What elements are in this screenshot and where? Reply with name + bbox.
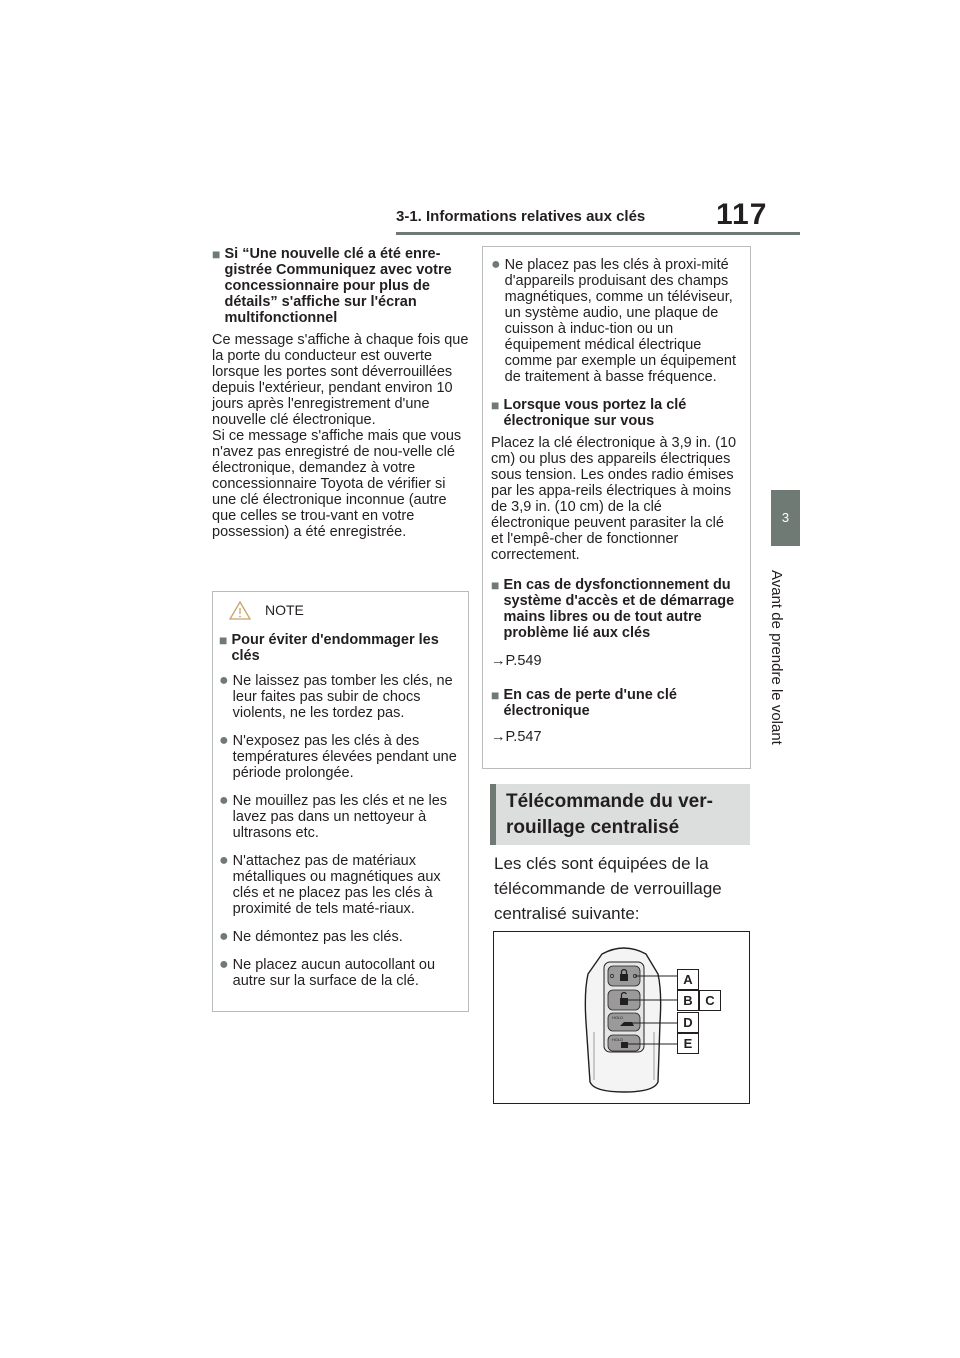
paragraph: Si ce message s'affiche mais que vous n'avez pas enregistré de nou-velle clé électronique, demandez à votre concessionnaire Toyota de vérifier si une clé électronique inconnue (autre que celles se trou-vant en votre possession) a été enregistrée. xyxy=(212,428,462,540)
bullet-icon: ● xyxy=(219,852,229,869)
list-item xyxy=(491,257,740,385)
subheading-text: En cas de perte d'une clé électronique xyxy=(503,687,677,719)
subheading-text: Lorsque vous portez la clé électronique sur vous xyxy=(503,397,687,429)
section-header: 3-1. Informations relatives aux clés xyxy=(396,208,646,225)
square-bullet-icon: ■ xyxy=(491,577,500,593)
section-intro: Les clés sont équipées de la télécommande de verrouillage centralisé suivante: xyxy=(494,854,722,923)
page-number: 117 xyxy=(716,198,768,231)
callout-label-b: B xyxy=(677,990,699,1011)
message-heading-text: Si “Une nouvelle clé a été enre-gistrée Communiquez avec votre concessionnaire pour plus de détails” s'affiche sur l'écran multifonctionnel xyxy=(224,246,452,326)
list-item-text: Ne placez pas les clés à proxi-mité d'appareils produisant des champs magnétiques, comme un téléviseur, un système audio, une plaque de cuisson à induc-tion ou un équipement médical électrique comme par exemple un équipement de traitement à basse fréquence. xyxy=(504,257,736,385)
header-divider xyxy=(396,232,800,235)
note-box xyxy=(212,591,469,1012)
subheading xyxy=(491,687,740,719)
list-item xyxy=(219,853,460,917)
message-heading xyxy=(212,246,470,326)
left-column xyxy=(212,246,470,550)
note-label: NOTE xyxy=(265,602,304,618)
list-item xyxy=(219,733,460,781)
list-item xyxy=(219,793,460,841)
chapter-tab: 3 xyxy=(771,490,800,546)
bullet-icon: ● xyxy=(219,928,229,945)
list-item-text: Ne laissez pas tomber les clés, ne leur faites pas subir de chocs violents, ne les tordez pas. xyxy=(232,673,453,721)
list-item-text: N'exposez pas les clés à des températures élevées pendant une période prolongée. xyxy=(232,733,457,781)
smart-key-drawing xyxy=(494,932,751,1105)
paragraph: Placez la clé électronique à 3,9 in. (10 cm) ou plus des appareils électriques sous tension. Les ondes radio émises par les appa-reils électriques à moins de 3,9 in. (10 cm) de la clé électronique peuvent parasiter la clé et l'empê-cher de fonctionner correctement. xyxy=(491,435,737,563)
subheading xyxy=(491,397,740,429)
callout-label-d: D xyxy=(677,1012,699,1033)
remote-key-figure xyxy=(493,931,750,1104)
warning-icon xyxy=(229,600,251,620)
chapter-title: Avant de prendre le volant xyxy=(768,570,785,745)
bullet-icon: ● xyxy=(491,256,501,273)
list-item xyxy=(219,929,460,945)
page-reference[interactable]: →P.547 xyxy=(491,729,542,745)
list-item-text: Ne placez aucun autocollant ou autre sur la surface de la clé. xyxy=(232,957,436,989)
list-item-text: Ne mouillez pas les clés et ne les lavez pas dans un nettoyeur à ultrasons etc. xyxy=(232,793,448,841)
note-heading-text: Pour éviter d'endommager les clés xyxy=(231,632,439,664)
square-bullet-icon: ■ xyxy=(491,687,500,703)
note-heading xyxy=(219,632,460,664)
subheading xyxy=(491,577,740,641)
list-item-text: N'attachez pas de matériaux métalliques ou magnétiques aux clés et ne placez pas les clés à proximité de tels maté-riaux. xyxy=(232,853,441,917)
list-item xyxy=(219,673,460,721)
subheading-text: En cas de dysfonctionnement du système d'accès et de démarrage mains libres ou de tout autre problème lié aux clés xyxy=(503,577,735,641)
callout-label-c: C xyxy=(699,990,721,1011)
bullet-icon: ● xyxy=(219,672,229,689)
bullet-icon: ● xyxy=(219,792,229,809)
page-reference[interactable]: →P.549 xyxy=(491,653,542,669)
list-item-text: Ne démontez pas les clés. xyxy=(232,929,403,945)
square-bullet-icon: ■ xyxy=(219,632,228,648)
list-item xyxy=(219,957,460,989)
section-title: Télécommande du ver-rouillage centralisé xyxy=(490,784,750,845)
button-hold-text: HOLD xyxy=(612,1015,624,1020)
callout-label-a: A xyxy=(677,969,699,990)
square-bullet-icon: ■ xyxy=(212,246,221,262)
bullet-icon: ● xyxy=(219,956,229,973)
square-bullet-icon: ■ xyxy=(491,397,500,413)
paragraph: Ce message s'affiche à chaque fois que la porte du conducteur est ouverte lorsque les portes sont déverrouillées depuis l'extérieur, pendant environ 10 jours après l'enregistrement d'une nouvelle clé électronique. xyxy=(212,332,469,428)
callout-label-e: E xyxy=(677,1033,699,1054)
note-header xyxy=(229,600,460,620)
button-hold-text: HOLD xyxy=(612,1037,624,1042)
right-note-box xyxy=(482,246,751,769)
bullet-icon: ● xyxy=(219,732,229,749)
